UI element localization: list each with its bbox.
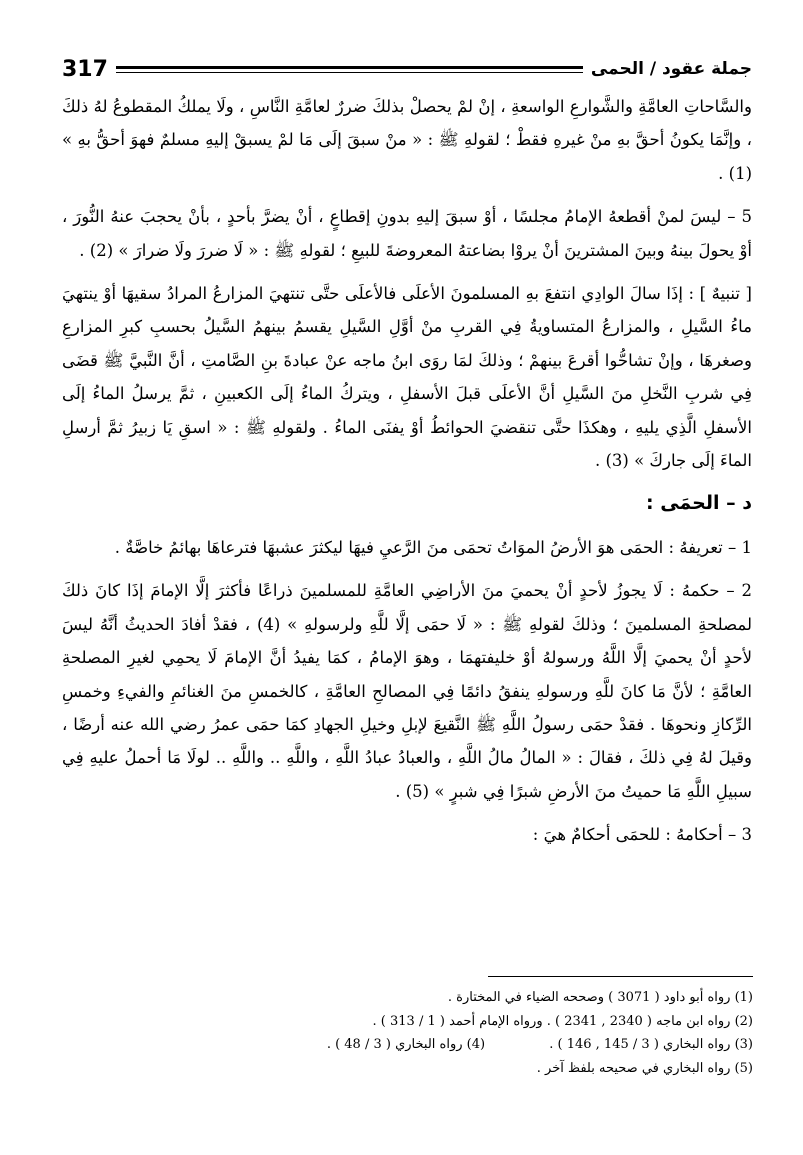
page-number: 317 (62, 56, 108, 82)
section-heading-hima: د – الحمَى : (646, 492, 752, 515)
footnote-2: (2) رواه ابن ماجه ( 2340 , 2341 ) . ورواه الإمام أحمد ( 1 / 313 ) . (372, 1013, 753, 1029)
paragraph-note-flood-water: [ تنبيهٌ ] : إذَا سالَ الوادِي انتفعَ بهِ المسلمونَ الأعلَى فالأعلَى حتَّى تنتهيَ المزارعُ المرادُ سقيهَا أوْ ينتهيَ ماءُ السَّيلِ ، والمزارعُ المتساويةُ فِي القربِ منْ أوَّلِ السَّيلِ يقسمُ بينهمُ السَّيلُ بحسبِ كبرِ المزارعِ وصغرهَا ، وإنْ تشاحُّوا أقرعَ بينهمْ ؛ وذلكَ لمَا روَى ابنُ ماجه عنْ عبادةَ بنِ الصَّامتِ ، أنَّ النَّبيَّ ﷺ قضَى فِي شربِ النَّخلِ منَ السَّيلِ أنَّ الأعلَى قبلَ الأسفلِ ، ويتركُ الماءُ إلَى الكعبينِ ، ثمَّ يرسلُ الماءُ إلَى الأسفلِ الَّذِي يليهِ ، وهكذَا حتَّى تنقضيَ الحوائطُ أوْ يفنَى الماءُ . ولقولهِ ﷺ : « اسقِ يَا زبيرُ ثمَّ أرسلِ الماءَ إلَى جاركَ » (3) . (62, 284, 752, 471)
footnote-5: (5) رواه البخاري في صحيحه بلفظ آخر . (536, 1060, 753, 1076)
header-rule (116, 66, 583, 73)
paragraph-rulings-intro: 3 – أحكامهُ : للحمَى أحكامٌ هيَ : (532, 825, 752, 845)
paragraph-markets-continuation: والسَّاحاتِ العامَّةِ والشَّوارعِ الواسعةِ ، إنْ لمْ يحصلْ بذلكَ ضررٌ لعامَّةِ النَّاسِ ، ولَا يملكُ المقطوعُ لهُ ذلكَ ، وإنَّمَا يكونُ أحقَّ بهِ منْ غيرهِ فقطْ ؛ لقولهِ ﷺ : « منْ سبقَ إلَى مَا لمْ يسبقْ إليهِ مسلمٌ فهوَ أحقُّ بهِ » (1) . (62, 97, 752, 183)
footnote-4: (4) رواه البخاري ( 3 / 48 ) . (326, 1037, 486, 1052)
paragraph-ruling: 2 – حكمهُ : لَا يجوزُ لأحدٍ أنْ يحميَ منَ الأراضِي العامَّةِ للمسلمينَ ذراعًا فأكثرَ إلَّا الإمامَ إذَا كانَ ذلكَ لمصلحةِ المسلمينَ ؛ وذلكَ لقولهِ ﷺ : « لَا حمَى إلَّا للَّهِ ولرسولهِ » (4) ، فقدْ أفادَ الحديثُ أنَّهُ ليسَ لأحدٍ أنْ يحميَ إلَّا اللَّهُ ورسولهُ أوْ خليفتهمَا ، وهوَ الإمامُ ، كمَا يفيدُ أنَّ الإمامَ لَا يحمِي لغيرِ المصلحةِ العامَّةِ ؛ لأنَّ مَا كانَ للَّهِ ورسولهِ ينفقُ دائمًا فِي المصالحِ العامَّةِ ، كالخمسِ منَ الغنائمِ والفيءِ وخمسِ الرِّكازِ ونحوهَا . فقدْ حمَى رسولُ اللَّهِ ﷺ النَّقيعَ لإبلِ وخيلِ الجهادِ كمَا حمَى عمرُ رضي الله عنه أرضًا ، وقيلَ لهُ فِي ذلكَ ، فقالَ : « المالُ مالُ اللَّهِ ، والعبادُ عبادُ اللَّهِ ، واللَّهِ .. واللَّهِ .. لولَا مَا أحملُ عليهِ فِي سبيلِ اللَّهِ مَا حميتُ منَ الأرضِ شبرًا فِي شبرٍ » (5) . (62, 581, 752, 801)
footnote-3: (3) رواه البخاري ( 3 / 145 , 146 ) . (549, 1037, 753, 1052)
page-header (62, 54, 752, 84)
footnote-1: (1) رواه أبو داود ( 3071 ) وصححه الضياء في المختارة . (447, 990, 753, 1005)
footnotes (63, 986, 753, 1080)
footnote-divider (488, 976, 753, 977)
main-text (62, 90, 752, 862)
footnote-row-3-4 (63, 1033, 753, 1057)
paragraph-definition: 1 – تعريفهُ : الحمَى هوَ الأرضُ الموَاتُ تحمَى منَ الرَّعيِ فيهَا ليكثرَ عشبهَا فترعاهَا بهائمُ خاصَّةٌ . (114, 537, 752, 557)
paragraph-rule-5: 5 – ليسَ لمنْ أقطعهُ الإمامُ مجلسًا ، أوْ سبقَ إليهِ بدونِ إقطاعٍ ، أنْ يضرَّ بأحدٍ ، بأنْ يحجبَ عنهُ النُّورَ ، أوْ يحولَ بينهُ وبينَ المشترينَ أنْ يروْا بضاعتهُ المعروضةَ للبيعِ ؛ لقولهِ ﷺ : « لَا ضررَ ولَا ضرارَ » (2) . (62, 207, 752, 260)
running-title: جملة عقود / الحمى (590, 59, 752, 79)
